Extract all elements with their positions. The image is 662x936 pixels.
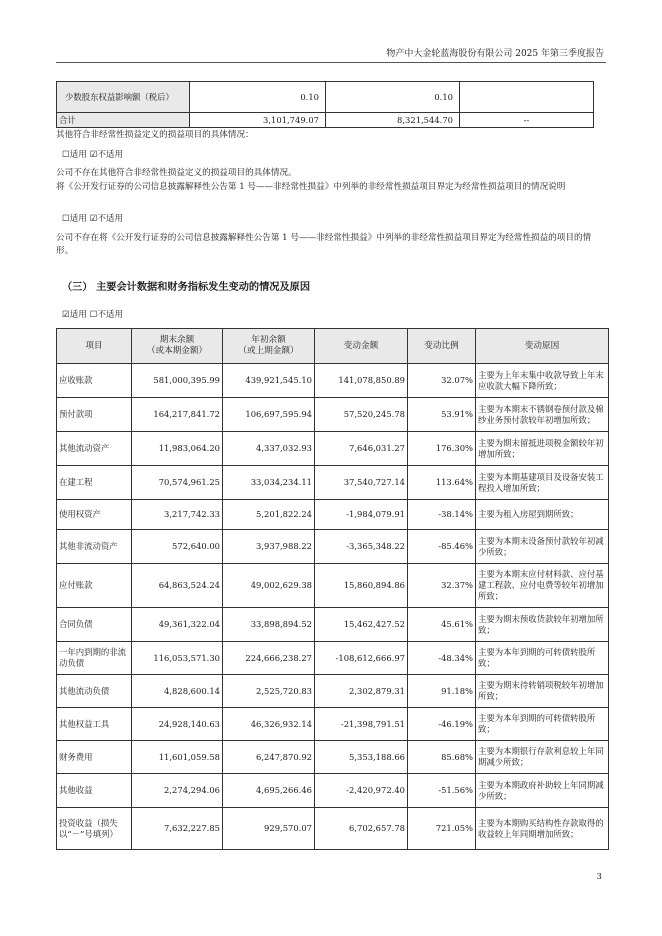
table-row [57,808,609,850]
change-reason-text: 主要为期末留抵进项税金额较年初增加所致； [476,432,609,466]
change-ratio-value: 113.64% [408,466,476,500]
change-ratio-value: -48.34% [408,642,476,675]
table-row [57,741,609,774]
begin-balance-value: 4,695,266.46 [223,774,315,808]
financial-changes-table [56,328,609,850]
change-amount-value: 6,702,657.78 [315,808,408,850]
end-balance-value: 24,928,140.63 [132,708,223,741]
begin-balance-value: 5,201,822.24 [223,500,315,530]
change-ratio-value: 32.37% [408,564,476,608]
change-ratio-value: 85.68% [408,741,476,774]
begin-balance-value: 4,337,032.93 [223,432,315,466]
row-item-name: 合同负债 [57,608,132,642]
ytd-value: 8,321,544.70 [326,113,460,128]
header-change-amount: 变动金额 [315,329,408,364]
change-ratio-value: -85.46% [408,530,476,564]
row-item-name: 投资收益（损失以“－”号填列） [57,808,132,850]
begin-balance-value: 3,937,988.22 [223,530,315,564]
begin-balance-value: 49,002,629.38 [223,564,315,608]
ytd-value: 0.10 [326,82,460,113]
paragraph-no-reclassification: 公司不存在将《公开发行证券的公司信息披露解释性公告第 1 号——非经常性损益》中列举的非经常性损益项目界定为经常性损益的项目的情形。 [56,233,592,256]
change-ratio-value: -46.19% [408,708,476,741]
page-number: 3 [596,872,602,882]
table-row [57,466,609,500]
row-item-name: 其他流动负债 [57,675,132,708]
end-balance-value: 2,274,294.06 [132,774,223,808]
row-item-name: 其他权益工具 [57,708,132,741]
change-amount-value: -108,612,666.97 [315,642,408,675]
table-row [57,530,609,564]
header-item: 项目 [57,329,132,364]
row-item-name: 其他非流动资产 [57,530,132,564]
applicable-checkbox-2: ☐适用 ☑不适用 [62,214,124,224]
current-period-value: 3,101,749.07 [190,113,326,128]
note-cell [460,82,594,113]
begin-balance-value: 33,898,894.52 [223,608,315,642]
change-amount-value: 57,520,245.78 [315,398,408,432]
end-balance-value: 581,000,395.99 [132,364,223,398]
change-ratio-value: -51.56% [408,774,476,808]
change-amount-value: -1,984,079.91 [315,500,408,530]
paragraph-other-items: 其他符合非经常性损益定义的损益项目的具体情况： [56,130,254,140]
row-item-name: 财务费用 [57,741,132,774]
change-ratio-value: 53.91% [408,398,476,432]
change-ratio-value: 32.07% [408,364,476,398]
change-ratio-value: 91.18% [408,675,476,708]
begin-balance-value: 224,666,238.27 [223,642,315,675]
begin-balance-value: 6,247,870.92 [223,741,315,774]
applicable-checkbox-3: ☑适用 ☐不适用 [62,310,124,320]
applicable-checkbox-1: ☐适用 ☑不适用 [62,150,124,160]
row-item-name: 其他流动资产 [57,432,132,466]
change-reason-text: 主要为本年到期的可转债转股所致； [476,642,609,675]
report-header-title: 物产中大金轮蓝海股份有限公司 2025 年第三季度报告 [386,49,604,59]
begin-balance-value: 929,570.07 [223,808,315,850]
row-item-name: 应付账款 [57,564,132,608]
change-reason-text: 主要为本期末不锈钢卷预付款及棉纱业务预付款较年初增加所致； [476,398,609,432]
change-amount-value: 7,646,031.27 [315,432,408,466]
row-item-name: 应收账款 [57,364,132,398]
change-reason-text: 主要为期末待转销项税较年初增加所致； [476,675,609,708]
change-reason-text: 主要为期末预收货款较年初增加所致； [476,608,609,642]
end-balance-value: 11,601,059.58 [132,741,223,774]
change-reason-text: 主要为本年到期的可转债转股所致； [476,708,609,741]
end-balance-value: 70,574,961.25 [132,466,223,500]
change-ratio-value: 176.30% [408,432,476,466]
change-reason-text: 主要为本期银行存款利息较上年同期减少所致； [476,741,609,774]
begin-balance-value: 46,326,932.14 [223,708,315,741]
table-row [57,432,609,466]
end-balance-value: 11,983,064.20 [132,432,223,466]
change-ratio-value: 45.61% [408,608,476,642]
end-balance-value: 7,632,227.85 [132,808,223,850]
table-row [57,82,594,113]
header-end-balance: 期末余额 （或本期金额） [132,329,223,364]
begin-balance-value: 33,034,234.11 [223,466,315,500]
table-row [57,642,609,675]
table-row [57,774,609,808]
table-row [57,608,609,642]
row-item-name: 一年内到期的非流动负债 [57,642,132,675]
table-row [57,564,609,608]
change-amount-value: 15,462,427.52 [315,608,408,642]
table-header-row [57,329,609,364]
table-row [57,364,609,398]
change-ratio-value: 721.05% [408,808,476,850]
table-row [57,675,609,708]
change-ratio-value: -38.14% [408,500,476,530]
change-amount-value: 2,302,879.31 [315,675,408,708]
end-balance-value: 49,361,322.04 [132,608,223,642]
change-reason-text: 主要为本期末应付材料款、应付基建工程款、应付电费等较年初增加所致； [476,564,609,608]
header-change-reason: 变动原因 [476,329,609,364]
change-amount-value: 37,540,727.14 [315,466,408,500]
change-amount-value: -21,398,791.51 [315,708,408,741]
change-reason-text: 主要为本期购买结构性存款取得的收益较上年同期增加所致； [476,808,609,850]
change-reason-text: 主要为上年末集中收款导致上年末应收款大幅下降所致； [476,364,609,398]
change-reason-text: 主要为本期基建项目及设备安装工程投入增加所致； [476,466,609,500]
change-amount-value: 5,353,188.66 [315,741,408,774]
end-balance-value: 3,217,742.33 [132,500,223,530]
change-amount-value: -3,365,348.22 [315,530,408,564]
change-amount-value: 141,078,850.89 [315,364,408,398]
end-balance-value: 4,828,600.14 [132,675,223,708]
end-balance-value: 164,217,841.72 [132,398,223,432]
change-amount-value: -2,420,972.40 [315,774,408,808]
paragraph-reclassification: 将《公开发行证券的公司信息披露解释性公告第 1 号——非经常性损益》中列举的非经常性损益项目界定为经常性损益项目的情况说明 [56,182,566,192]
row-item-name: 其他收益 [57,774,132,808]
header-divider [56,62,606,63]
non-recurring-summary-table [56,81,594,128]
table-row [57,708,609,741]
change-reason-text: 主要为本期政府补助较上年同期减少所致； [476,774,609,808]
row-label: 合计 [57,113,190,128]
begin-balance-value: 2,525,720.83 [223,675,315,708]
current-period-value: 0.10 [190,82,326,113]
paragraph-no-other-items: 公司不存在其他符合非经常性损益定义的损益项目的具体情况。 [56,168,297,178]
table-row [57,500,609,530]
change-amount-value: 15,860,894.86 [315,564,408,608]
note-cell: -- [460,113,594,128]
end-balance-value: 64,863,524.24 [132,564,223,608]
end-balance-value: 572,640.00 [132,530,223,564]
section-title: （三） 主要会计数据和财务指标发生变动的情况及原因 [62,282,311,293]
table-row [57,398,609,432]
change-reason-text: 主要为本期末设备预付款较年初减少所致； [476,530,609,564]
table-row [57,113,594,128]
begin-balance-value: 439,921,545.10 [223,364,315,398]
header-change-ratio: 变动比例 [408,329,476,364]
end-balance-value: 116,053,571.30 [132,642,223,675]
change-reason-text: 主要为租入房屋到期所致； [476,500,609,530]
row-item-name: 预付款项 [57,398,132,432]
row-item-name: 使用权资产 [57,500,132,530]
row-label: 少数股东权益影响额（税后） [57,82,190,113]
begin-balance-value: 106,697,595.94 [223,398,315,432]
row-item-name: 在建工程 [57,466,132,500]
header-begin-balance: 年初余额 （或上期金额） [223,329,315,364]
